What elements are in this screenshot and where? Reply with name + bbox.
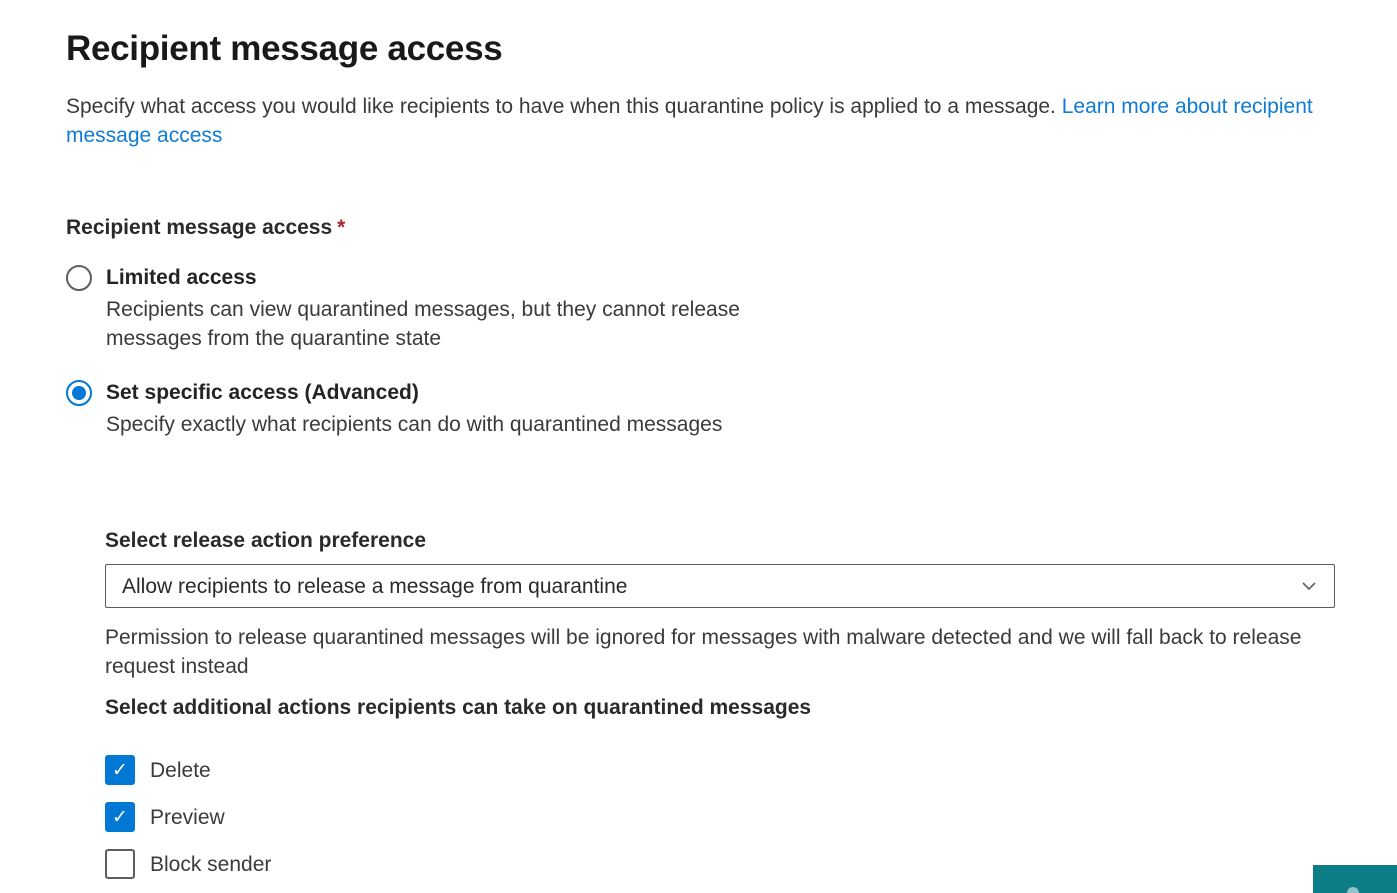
radio-option-limited-access[interactable]	[66, 264, 1397, 353]
feedback-button[interactable]	[1313, 865, 1397, 893]
checkbox-icon[interactable]	[105, 755, 135, 785]
radio-button-icon[interactable]	[66, 380, 92, 406]
checkbox-row-delete[interactable]	[105, 755, 1397, 785]
checkmark-icon: ✓	[112, 806, 128, 828]
checkbox-label: Preview	[150, 805, 225, 829]
checkbox-icon[interactable]	[105, 849, 135, 879]
release-permission-note: Permission to release quarantined messages will be ignored for messages with malware detected and we will fall back to release request instead	[105, 626, 1302, 678]
page-title: Recipient message access	[66, 29, 503, 68]
access-field-label	[66, 214, 1397, 242]
radio-option-body	[106, 264, 806, 353]
radio-option-description: Recipients can view quarantined messages, but they cannot release messages from the quarantine state	[106, 298, 740, 350]
required-asterisk: *	[337, 216, 346, 239]
checkbox-label: Block sender	[150, 852, 272, 876]
radio-option-body	[106, 379, 722, 439]
dropdown-selected-value: Allow recipients to release a message from quarantine	[122, 574, 628, 598]
page-description-text: Specify what access you would like recipients to have when this quarantine policy is applied to a message.	[66, 95, 1062, 118]
checkmark-icon: ✓	[112, 759, 128, 781]
chevron-down-icon	[1300, 577, 1318, 595]
checkbox-row-block-sender[interactable]	[105, 849, 1397, 879]
radio-option-label: Set specific access (Advanced)	[106, 381, 419, 404]
checkbox-label: Delete	[150, 758, 211, 782]
learn-more-link[interactable]: Learn more about recipient message access	[66, 95, 1313, 147]
radio-option-set-specific-access[interactable]	[66, 379, 1397, 439]
checkbox-row-preview[interactable]	[105, 802, 1397, 832]
radio-option-description: Specify exactly what recipients can do with quarantined messages	[106, 413, 723, 436]
access-field-label-text: Recipient message access	[66, 216, 333, 239]
advanced-access-subsection	[105, 527, 1397, 879]
radio-option-label: Limited access	[106, 266, 257, 289]
checkbox-icon[interactable]	[105, 802, 135, 832]
additional-actions-label: Select additional actions recipients can take on quarantined messages	[105, 696, 812, 719]
release-preference-label: Select release action preference	[105, 529, 427, 552]
radio-button-icon[interactable]	[66, 265, 92, 291]
page-description	[66, 92, 1334, 150]
release-preference-dropdown[interactable]	[105, 564, 1335, 608]
